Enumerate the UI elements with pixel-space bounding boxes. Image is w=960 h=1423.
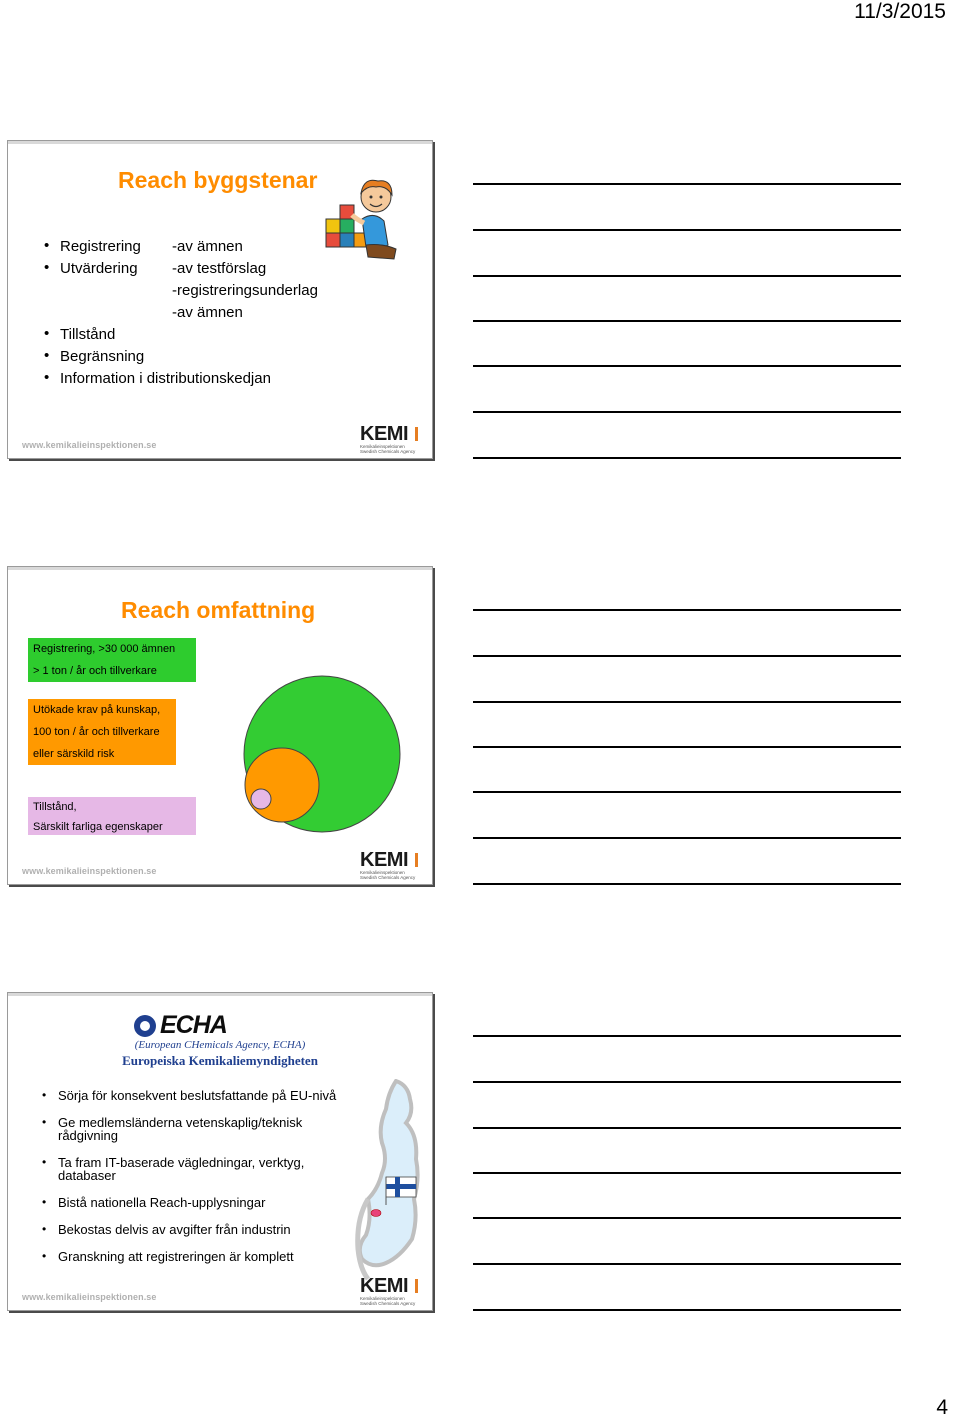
list-item: • Ge medlemsländerna vetenskaplig/teknisk rådgivning [42,1115,303,1143]
list-item: • Bistå nationella Reach-upplysningar [42,1195,266,1210]
slide-title: Reach byggstenar [118,167,318,193]
slide-top-bar [8,993,432,996]
echa-mark-icon [134,1015,156,1037]
slide-reach-byggstenar: Reach byggstenar • Registrering -av ämnen • Utvärdering -av testförslag -registreringsunderlag -av ämnen • Tillstånd • Begränsning • Information i distributionskedjan www.kemikalieinspektionen.se KEMI Kemikalieinspektionen Swedish Chemicals Agency [7,140,433,459]
authorisation-box: Tillstånd, Särskilt farliga egenskaper [28,797,196,835]
finland-map-illustration [348,1079,428,1305]
list-item: • Bekostas delvis av avgifter från industrin [42,1222,291,1237]
slide-top-bar [8,141,432,144]
footer-website: www.kemikalieinspektionen.se [22,1292,157,1302]
slide-reach-omfattning [7,566,433,885]
slide-top-bar [8,567,432,570]
scope-circles [224,675,420,833]
footer-website: www.kemikalieinspektionen.se [22,866,157,876]
list-item: • Granskning att registreringen är komplett [42,1249,294,1264]
registration-box: Registrering, >30 000 ämnen > 1 ton / år och tillverkare [28,638,196,682]
footer-website: www.kemikalieinspektionen.se [22,440,157,450]
child-with-blocks-illustration [322,175,402,261]
kemi-logo: KEMI Kemikalieinspektionen Swedish Chemicals Agency [360,1276,420,1306]
extended-requirements-box: Utökade krav på kunskap, 100 ton / år och tillverkare eller särskild risk [28,699,176,765]
echa-subtitle-sv: Europeiska Kemikaliemyndigheten [122,1053,318,1068]
slide-echa: ECHA (European CHemicals Agency, ECHA) Europeiska Kemikaliemyndigheten • Sörja för konsekvent beslutsfattande på EU-nivå • Ge medlemsländerna vetenskaplig/teknisk rådgivning • Ta fram IT-baserade vägledningar, verktyg, databaser • Bistå nationella Reach-upplysningar • Bekostas delvis av avgifter från industrin • Granskning att registreringen är komplett www.kemikalieinspektionen.se KEMI Kemikalieinspektionen Swedish Chemicals Agency [7,992,433,1311]
kemi-logo: KEMI Kemikalieinspektionen Swedish Chemicals Agency [360,850,420,880]
page-number: 4 [936,1396,948,1419]
extended-requirements-circle [245,748,319,822]
page-date: 11/3/2015 [854,0,946,23]
authorisation-circle [251,789,271,809]
echa-tasks-list [42,1089,342,1277]
list-item: • Sörja för konsekvent beslutsfattande på EU-nivå [42,1088,337,1103]
list-item: • Ta fram IT-baserade vägledningar, verktyg, databaser [42,1155,305,1183]
echa-subtitle-en: (European CHemicals Agency, ECHA) [134,1039,306,1051]
kemi-logo: KEMI Kemikalieinspektionen Swedish Chemicals Agency [360,424,420,454]
slide-title: Reach omfattning [121,597,316,623]
